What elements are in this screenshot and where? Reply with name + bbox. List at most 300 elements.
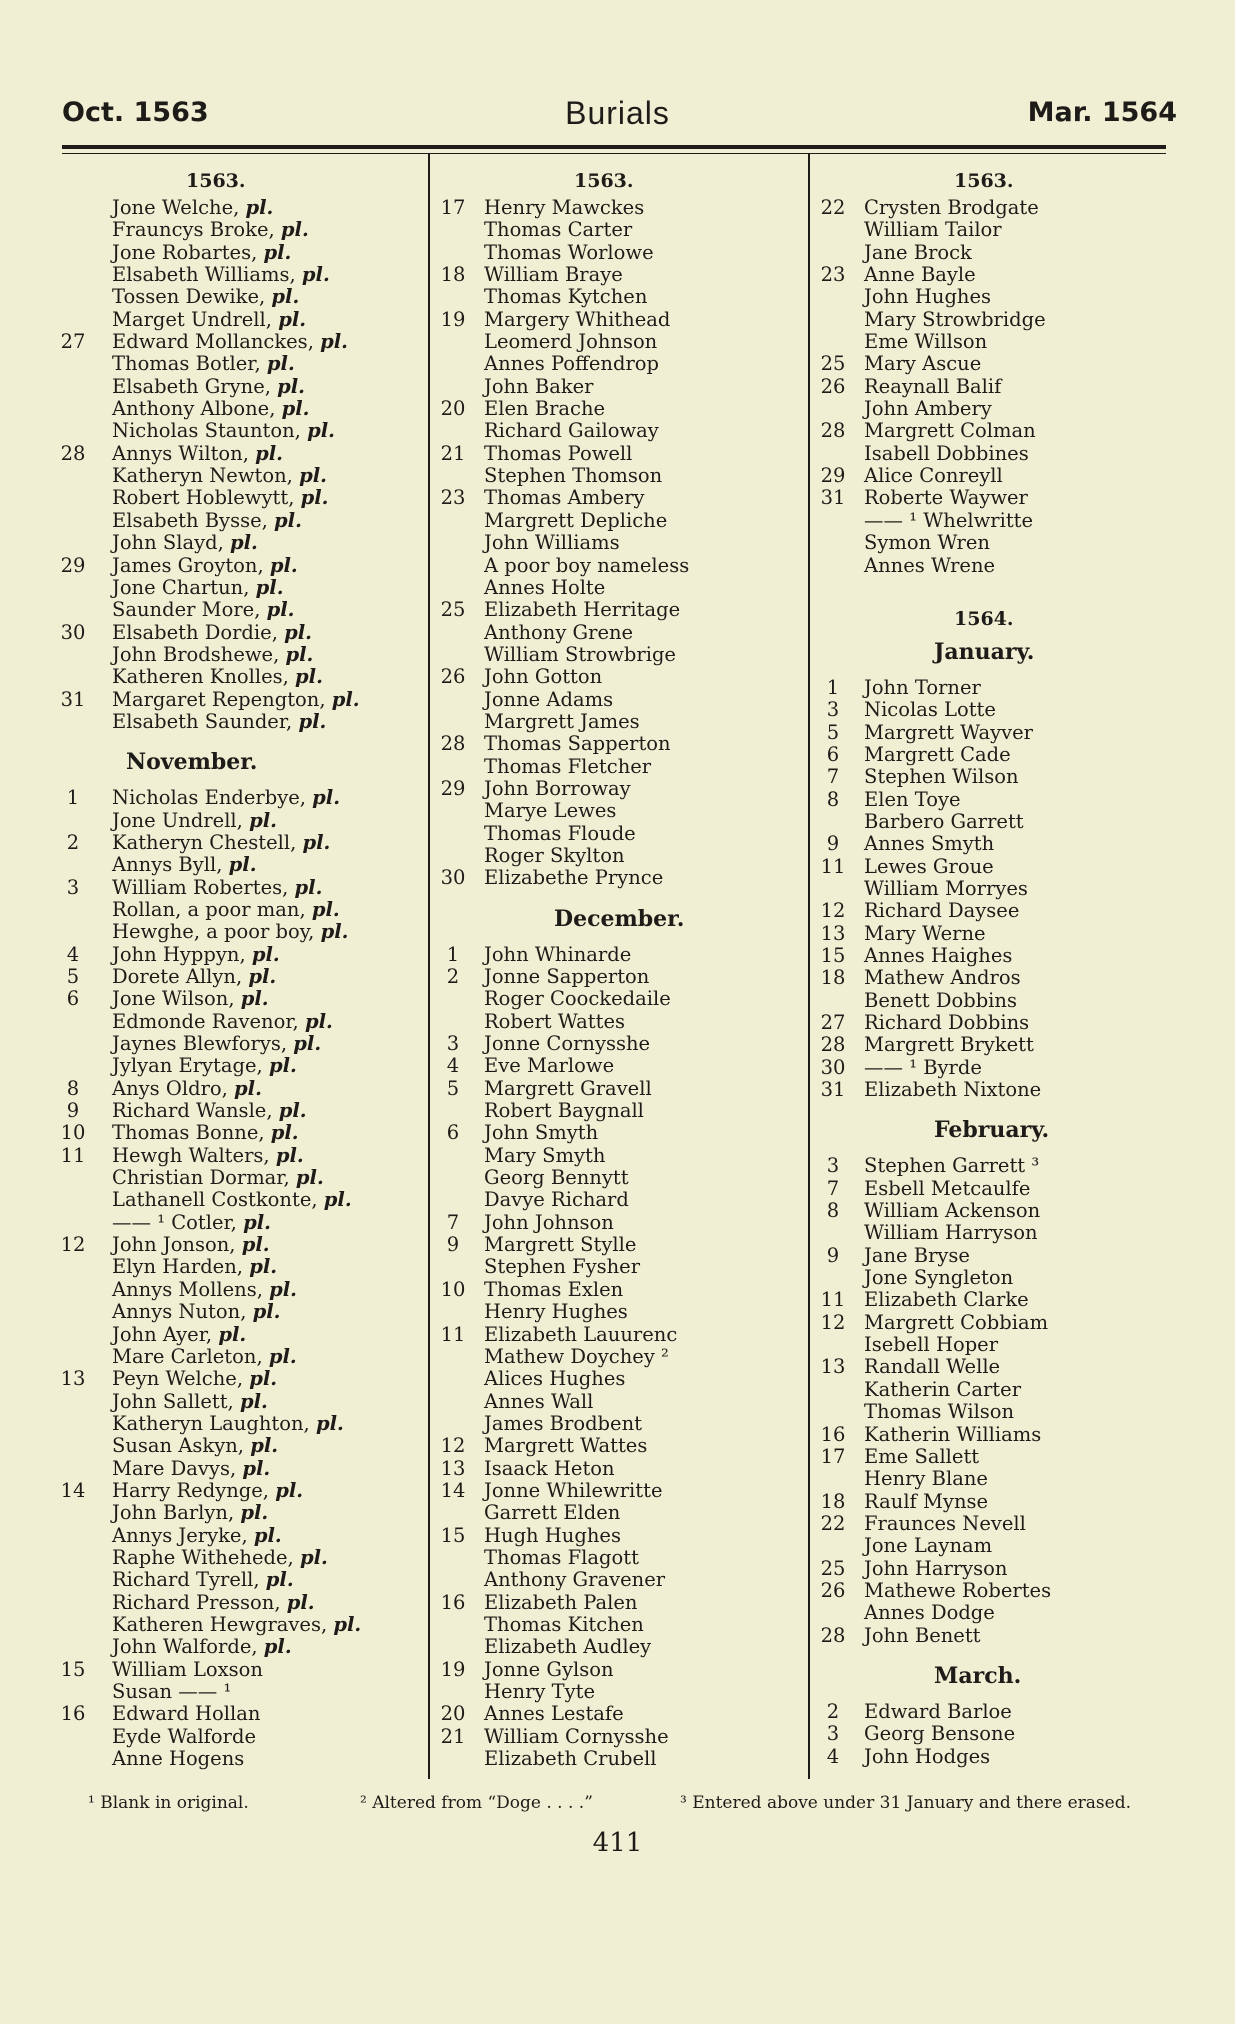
burial-name-text: Jonne Adams — [484, 687, 614, 711]
burial-entry — [434, 823, 800, 845]
burial-entry — [814, 1012, 1174, 1034]
plague-mark: pl. — [331, 687, 360, 711]
burial-name-text: Stephen Garrett ³ — [864, 1154, 1040, 1178]
burial-name — [864, 353, 981, 375]
burial-name-text: Annys Wilton — [112, 441, 243, 465]
burial-name — [864, 1602, 995, 1624]
burial-name-text: John Hyppyn — [112, 942, 240, 966]
burial-name — [484, 1726, 669, 1748]
plague-mark: pl. — [304, 1009, 333, 1033]
burial-day: 9 — [826, 832, 840, 856]
burial-entry — [434, 711, 800, 733]
burial-entry — [434, 1078, 800, 1100]
burial-name-text: —— ¹ Whelwritte — [864, 508, 1034, 532]
burial-day: 6 — [446, 1121, 460, 1145]
burial-entry — [56, 1033, 420, 1055]
burial-name — [484, 420, 659, 442]
burial-day: 15 — [440, 1523, 466, 1547]
burial-name-text: Raulf Mynse — [864, 1489, 989, 1513]
burial-day: 4 — [826, 1744, 840, 1768]
burial-entry — [814, 1155, 1174, 1177]
burial-entry — [56, 1592, 420, 1614]
burial-name-text: Jonne Whilewritte — [484, 1478, 663, 1502]
burial-entry — [56, 944, 420, 966]
burial-entry — [814, 1034, 1174, 1056]
burial-name-text: Annes Wall — [484, 1389, 594, 1413]
burial-entry — [814, 264, 1174, 286]
burial-entry — [814, 1334, 1174, 1356]
column-year-heading: 1563. — [954, 170, 1014, 192]
burial-name — [864, 677, 981, 699]
burial-name-text: Susan Askyn — [112, 1434, 238, 1458]
burial-name: Edward Mollanckes, pl. — [112, 330, 348, 354]
burial-day: 17 — [440, 196, 466, 219]
burial-name — [112, 1659, 263, 1681]
burial-name — [484, 644, 676, 666]
burial-entry — [434, 1368, 800, 1390]
burial-entry — [434, 309, 800, 331]
burial-name: Nicholas Enderbye, pl. — [112, 786, 341, 810]
burial-entry — [56, 711, 420, 733]
burial-name — [864, 1356, 1000, 1378]
burial-name-text: Elizabeth Crubell — [484, 1747, 657, 1771]
burial-name-text: William Robertes — [112, 875, 283, 899]
burial-name-text: William Cornysshe — [484, 1724, 669, 1748]
burial-entry — [434, 689, 800, 711]
burial-name — [484, 711, 640, 733]
burial-day: 3 — [826, 1154, 840, 1178]
burial-entry — [56, 1748, 420, 1770]
burial-entry — [56, 1189, 420, 1211]
burial-name: Katheryn Chestell, pl. — [112, 830, 331, 854]
burial-entry — [814, 1746, 1174, 1768]
plague-mark: pl. — [234, 1076, 262, 1100]
burial-entry — [56, 1391, 420, 1413]
plague-mark: pl. — [249, 808, 277, 832]
burial-entry — [434, 1145, 800, 1167]
burial-name-text: Katheren Knolles — [112, 665, 283, 689]
burial-entry — [814, 1245, 1174, 1267]
burial-name — [484, 845, 625, 867]
burial-name — [484, 944, 631, 966]
burial-name — [864, 744, 1011, 766]
burial-name-text: Katheryn Newton — [112, 464, 287, 488]
burials-column-3 — [814, 165, 1174, 1768]
plague-mark: pl. — [311, 897, 340, 921]
burial-entry — [56, 1547, 420, 1569]
burial-name — [484, 443, 632, 465]
burial-name — [864, 420, 1036, 442]
burial-name-text: Katheryn Laughton — [112, 1411, 304, 1435]
burial-name-text: Anthony Albone — [112, 397, 270, 421]
burial-name-text: Annes Dodge — [864, 1601, 995, 1625]
burial-name-text: John Hodges — [864, 1744, 991, 1768]
burial-name-text: Elizabeth Audley — [484, 1635, 652, 1659]
burial-name-text: Mary Strowbridge — [864, 307, 1046, 331]
burial-name — [864, 878, 1028, 900]
burial-entry — [814, 677, 1174, 699]
burial-name: Annys Byll, pl. — [112, 853, 257, 877]
burial-name — [864, 1424, 1041, 1446]
burial-name-text: Robert Hoblewytt — [112, 486, 289, 510]
burial-name-text: Richard Dobbins — [864, 1011, 1030, 1034]
burial-day: 7 — [826, 765, 840, 789]
burial-name — [864, 1513, 1026, 1535]
burial-entry — [814, 1289, 1174, 1311]
burial-name-text: John Jonson — [112, 1233, 230, 1257]
header-rule-thin — [62, 153, 1166, 154]
burial-name — [484, 1324, 677, 1346]
burial-name-text: Stephen Wilson — [864, 765, 1019, 789]
burial-day: 12 — [60, 1233, 86, 1257]
burial-name-text: Jylyan Erytage — [112, 1054, 257, 1078]
burial-name — [864, 331, 987, 353]
burial-day: 4 — [446, 1054, 460, 1078]
burial-name-text: Isaack Heton — [484, 1456, 615, 1480]
burial-name — [484, 398, 605, 420]
plague-mark: pl. — [312, 786, 341, 810]
burial-name — [864, 1379, 1021, 1401]
burial-entry — [56, 398, 420, 420]
burial-name — [484, 1659, 614, 1681]
burial-entry — [434, 733, 800, 755]
burial-name-text: Thomas Bonne — [112, 1121, 259, 1145]
burial-entry — [434, 1256, 800, 1278]
burial-name — [484, 1346, 669, 1368]
burial-name — [864, 1558, 1007, 1580]
burial-name — [864, 286, 991, 308]
footnote-1: ¹ Blank in original. — [88, 1793, 249, 1813]
burial-entry — [434, 966, 800, 988]
burial-name: Rollan, a poor man, pl. — [112, 897, 340, 921]
burial-name-text: Elsabeth Gryne — [112, 374, 265, 398]
burial-entry — [56, 832, 420, 854]
plague-mark: pl. — [253, 1523, 282, 1547]
burial-name-text: John Hughes — [864, 285, 992, 309]
burial-name-text: Elizabeth Clarke — [864, 1288, 1029, 1312]
burial-day: 16 — [60, 1702, 86, 1726]
burial-day: 22 — [820, 196, 846, 219]
plague-mark: pl. — [299, 464, 327, 488]
burial-name-text: Jone Welche — [112, 196, 234, 219]
burial-entry — [56, 242, 420, 264]
burial-day: 28 — [60, 441, 86, 465]
burial-day: 28 — [820, 419, 846, 443]
burial-name — [484, 1569, 665, 1591]
burial-name — [484, 1234, 636, 1256]
burial-day: 25 — [820, 352, 846, 376]
burial-name-text: Elizabeth Nixtone — [864, 1078, 1042, 1102]
plague-mark: pl. — [263, 240, 292, 264]
burial-day: 3 — [826, 1722, 840, 1746]
burial-name — [864, 1468, 988, 1490]
burial-day: 19 — [440, 1657, 466, 1681]
burial-name: Jone Undrell, pl. — [112, 808, 277, 832]
burial-entry — [434, 353, 800, 375]
burial-name — [864, 1446, 979, 1468]
burial-day: 13 — [820, 1355, 846, 1379]
burial-name-text: Elizabeth Lauurenc — [484, 1322, 678, 1346]
column-divider-2 — [808, 153, 810, 1779]
burial-entry — [814, 1535, 1174, 1557]
burial-name-text: John Walforde — [112, 1635, 252, 1659]
burial-name-text: Tossen Dewike — [112, 285, 260, 309]
burial-day: 2 — [66, 830, 80, 854]
burial-name-text: Isebell Hoper — [864, 1333, 999, 1357]
burial-entry — [814, 833, 1174, 855]
plague-mark: pl. — [230, 531, 258, 555]
burial-name — [484, 1435, 647, 1457]
burial-name-text: Margrett Cobbiam — [864, 1310, 1049, 1334]
burial-name — [864, 264, 976, 286]
burial-entry — [56, 1502, 420, 1524]
burial-name — [864, 722, 1033, 744]
burial-entry — [434, 1391, 800, 1413]
burial-entry — [814, 1468, 1174, 1490]
burial-name — [864, 1222, 1038, 1244]
burial-day: 12 — [820, 899, 846, 923]
burial-entry — [814, 1222, 1174, 1244]
burial-name-text: Margrett Colman — [864, 419, 1036, 443]
burial-entry — [56, 787, 420, 809]
burial-name-text: John Ambery — [864, 397, 992, 421]
burial-name — [484, 1078, 652, 1100]
burial-name-text: John Johnson — [484, 1210, 614, 1234]
burial-name-text: Raphe Withehede — [112, 1545, 288, 1569]
burial-day: 18 — [820, 966, 846, 990]
plague-mark: pl. — [299, 1545, 328, 1569]
burial-day: 9 — [826, 1243, 840, 1267]
burial-name-text: Thomas Worlowe — [484, 240, 654, 264]
plague-mark: pl. — [295, 665, 323, 689]
burial-name-text: Roger Coockedaile — [484, 987, 671, 1011]
burial-entry — [434, 1100, 800, 1122]
burial-name-text: Reaynall Balif — [864, 374, 1002, 398]
burial-entry — [434, 242, 800, 264]
burial-entry — [434, 622, 800, 644]
burial-name — [484, 532, 620, 554]
burial-entry — [434, 398, 800, 420]
burial-day: 27 — [60, 330, 86, 354]
burials-column-1 — [56, 165, 420, 1770]
burial-name-text: Richard Presson — [112, 1590, 275, 1614]
burial-name: John Slayd, pl. — [112, 531, 258, 555]
burial-name: Dorete Allyn, pl. — [112, 965, 277, 988]
burial-name-text: Elyn Harden — [112, 1255, 237, 1279]
burial-name — [484, 286, 647, 308]
burial-name-text: Roberte Waywer — [864, 486, 1028, 510]
burial-name — [864, 766, 1019, 788]
burial-entry — [56, 666, 420, 688]
burial-entry — [814, 1057, 1174, 1079]
plague-mark: pl. — [266, 352, 295, 376]
burial-entry — [434, 1703, 800, 1725]
burial-name-text: Mary Smyth — [484, 1143, 606, 1167]
burial-name-text: Thomas Wilson — [864, 1400, 1015, 1424]
burial-day: 3 — [446, 1032, 460, 1056]
burial-day: 2 — [826, 1699, 840, 1723]
burial-name-text: Mathew Andros — [864, 966, 1021, 990]
burial-day: 19 — [440, 307, 466, 331]
burial-name-text: Mary Werne — [864, 921, 986, 945]
burial-entry — [814, 465, 1174, 487]
burial-name — [484, 689, 613, 711]
burial-day: 1 — [446, 942, 460, 966]
burial-name — [864, 1312, 1048, 1334]
burial-name — [484, 1189, 629, 1211]
burial-name-text: Benett Dobbins — [864, 988, 1017, 1012]
burial-name: Annys Mollens, pl. — [112, 1277, 297, 1301]
burial-entry — [56, 1435, 420, 1457]
burial-name — [864, 1334, 998, 1356]
plague-mark: pl. — [281, 397, 310, 421]
burial-name-text: John Barlyn — [112, 1501, 228, 1525]
burial-name: Thomas Botler, pl. — [112, 352, 295, 376]
burial-entry — [814, 353, 1174, 375]
burial-day: 16 — [820, 1422, 846, 1446]
burial-day: 27 — [820, 1011, 846, 1034]
burial-name-text: Harry Redynge — [112, 1478, 263, 1502]
burial-entry — [56, 1413, 420, 1435]
burial-name — [112, 1703, 260, 1725]
burial-entry — [434, 1212, 800, 1234]
burial-day: 6 — [826, 742, 840, 766]
burial-name-text: John Benett — [864, 1623, 981, 1647]
burial-day: 20 — [440, 397, 466, 421]
burial-name-text: Saunder More — [112, 598, 255, 622]
burial-name — [484, 1055, 614, 1077]
burial-entry — [814, 555, 1174, 577]
burial-entry — [56, 376, 420, 398]
burial-name-text: Thomas Fletcher — [484, 754, 652, 778]
burial-name-text: Richard Tyrell — [112, 1568, 254, 1592]
burial-name-text: Eyde Walforde — [112, 1724, 256, 1748]
burial-name-text: Georg Bennytt — [484, 1166, 629, 1190]
burial-name-text: Symon Wren — [864, 531, 990, 555]
burial-entry — [814, 1424, 1174, 1446]
burial-name-text: Lathanell Costkonte — [112, 1188, 312, 1212]
burial-name-text: Elsabeth Bysse — [112, 508, 262, 532]
burial-name-text: Thomas Ambery — [484, 486, 645, 510]
burial-entry — [56, 644, 420, 666]
burial-name — [864, 219, 1002, 241]
month-heading: November. — [126, 749, 258, 776]
plague-mark: pl. — [243, 1210, 271, 1234]
burial-entry — [56, 1614, 420, 1636]
burial-name-text: Barbero Garrett — [864, 809, 1024, 833]
burial-name: Jone Welche, pl. — [112, 196, 274, 219]
burial-entry — [814, 242, 1174, 264]
burial-name: Jone Chartun, pl. — [112, 575, 284, 599]
burial-name-text: John Gotton — [484, 665, 603, 689]
burial-name — [484, 1368, 625, 1390]
burial-day: 21 — [440, 1724, 466, 1748]
burial-name: Mare Davys, pl. — [112, 1456, 271, 1480]
burial-name-text: Jone Undrell — [112, 808, 237, 832]
burial-entry — [56, 1726, 420, 1748]
burial-name — [484, 823, 636, 845]
burial-name-text: Mathewe Robertes — [864, 1578, 1052, 1602]
burial-name — [864, 1057, 982, 1079]
burial-name — [864, 945, 1012, 967]
burial-entry — [434, 1011, 800, 1033]
plague-mark: pl. — [255, 441, 283, 465]
burial-name-text: John Williams — [484, 531, 620, 555]
burial-name: John Sallett, pl. — [112, 1389, 268, 1413]
burial-name-text: Elen Brache — [484, 397, 606, 421]
plague-mark: pl. — [241, 1233, 270, 1257]
burial-entry — [56, 331, 420, 353]
burial-name-text: William Loxson — [112, 1657, 263, 1681]
burial-day: 11 — [820, 1288, 846, 1312]
header-rule-thick — [62, 145, 1166, 149]
column-year-heading: 1563. — [186, 170, 246, 192]
burial-name-text: Thomas Kytchen — [484, 285, 648, 309]
burial-entry — [56, 532, 420, 554]
burial-name-text: Garrett Elden — [484, 1501, 621, 1525]
burial-entry — [814, 1723, 1174, 1745]
burial-name — [484, 1525, 621, 1547]
burial-entry — [434, 510, 800, 532]
burial-name — [864, 197, 1039, 219]
burial-entry — [434, 1592, 800, 1614]
burial-name-text: Marget Undrell — [112, 307, 266, 331]
burial-day: 29 — [820, 464, 846, 488]
plague-mark: pl. — [218, 1322, 247, 1346]
burial-name — [864, 1535, 992, 1557]
burial-name-text: Anne Hogens — [112, 1747, 245, 1771]
burial-entry — [56, 966, 420, 988]
burial-entry — [56, 577, 420, 599]
burial-day: 9 — [446, 1233, 460, 1257]
burial-name: Saunder More, pl. — [112, 598, 295, 622]
burial-entry — [814, 923, 1174, 945]
burial-day: 1 — [66, 786, 80, 810]
burial-name: Annys Nuton, pl. — [112, 1300, 281, 1324]
burial-name — [112, 1681, 231, 1703]
burial-day: 9 — [66, 1099, 80, 1123]
burial-name-text: —— ¹ Cotler — [112, 1210, 231, 1234]
burial-name — [864, 1289, 1029, 1311]
burial-name-text: Roger Skylton — [484, 843, 625, 867]
plague-mark: pl. — [274, 508, 302, 532]
burial-name-text: Henry Tyte — [484, 1680, 596, 1703]
burial-name-text: Annys Nuton — [112, 1300, 241, 1324]
burial-name-text: Richard Wansle — [112, 1099, 267, 1123]
burial-name-text: John Whinarde — [484, 942, 632, 966]
burial-name: John Jonson, pl. — [112, 1233, 270, 1257]
burial-entry — [814, 286, 1174, 308]
burial-name: Katheren Knolles, pl. — [112, 665, 323, 689]
burial-entry — [814, 945, 1174, 967]
burial-name — [864, 1245, 970, 1267]
burial-day: 11 — [820, 854, 846, 878]
burial-entry — [56, 353, 420, 375]
plague-mark: pl. — [245, 196, 274, 219]
burial-name-text: Katherin Carter — [864, 1377, 1022, 1401]
burial-entry — [56, 487, 420, 509]
burial-name: John Barlyn, pl. — [112, 1501, 269, 1525]
footnote-3: ³ Entered above under 31 January and there erased. — [680, 1793, 1131, 1813]
burial-name-text: Mare Carleton — [112, 1344, 257, 1368]
burial-entry — [434, 286, 800, 308]
burial-entry — [434, 1547, 800, 1569]
burial-name-text: Hewgh Walters — [112, 1143, 264, 1167]
plague-mark: pl. — [294, 875, 323, 899]
burial-name — [864, 900, 1019, 922]
burial-name-text: Henry Blane — [864, 1467, 988, 1491]
burial-entry — [814, 789, 1174, 811]
